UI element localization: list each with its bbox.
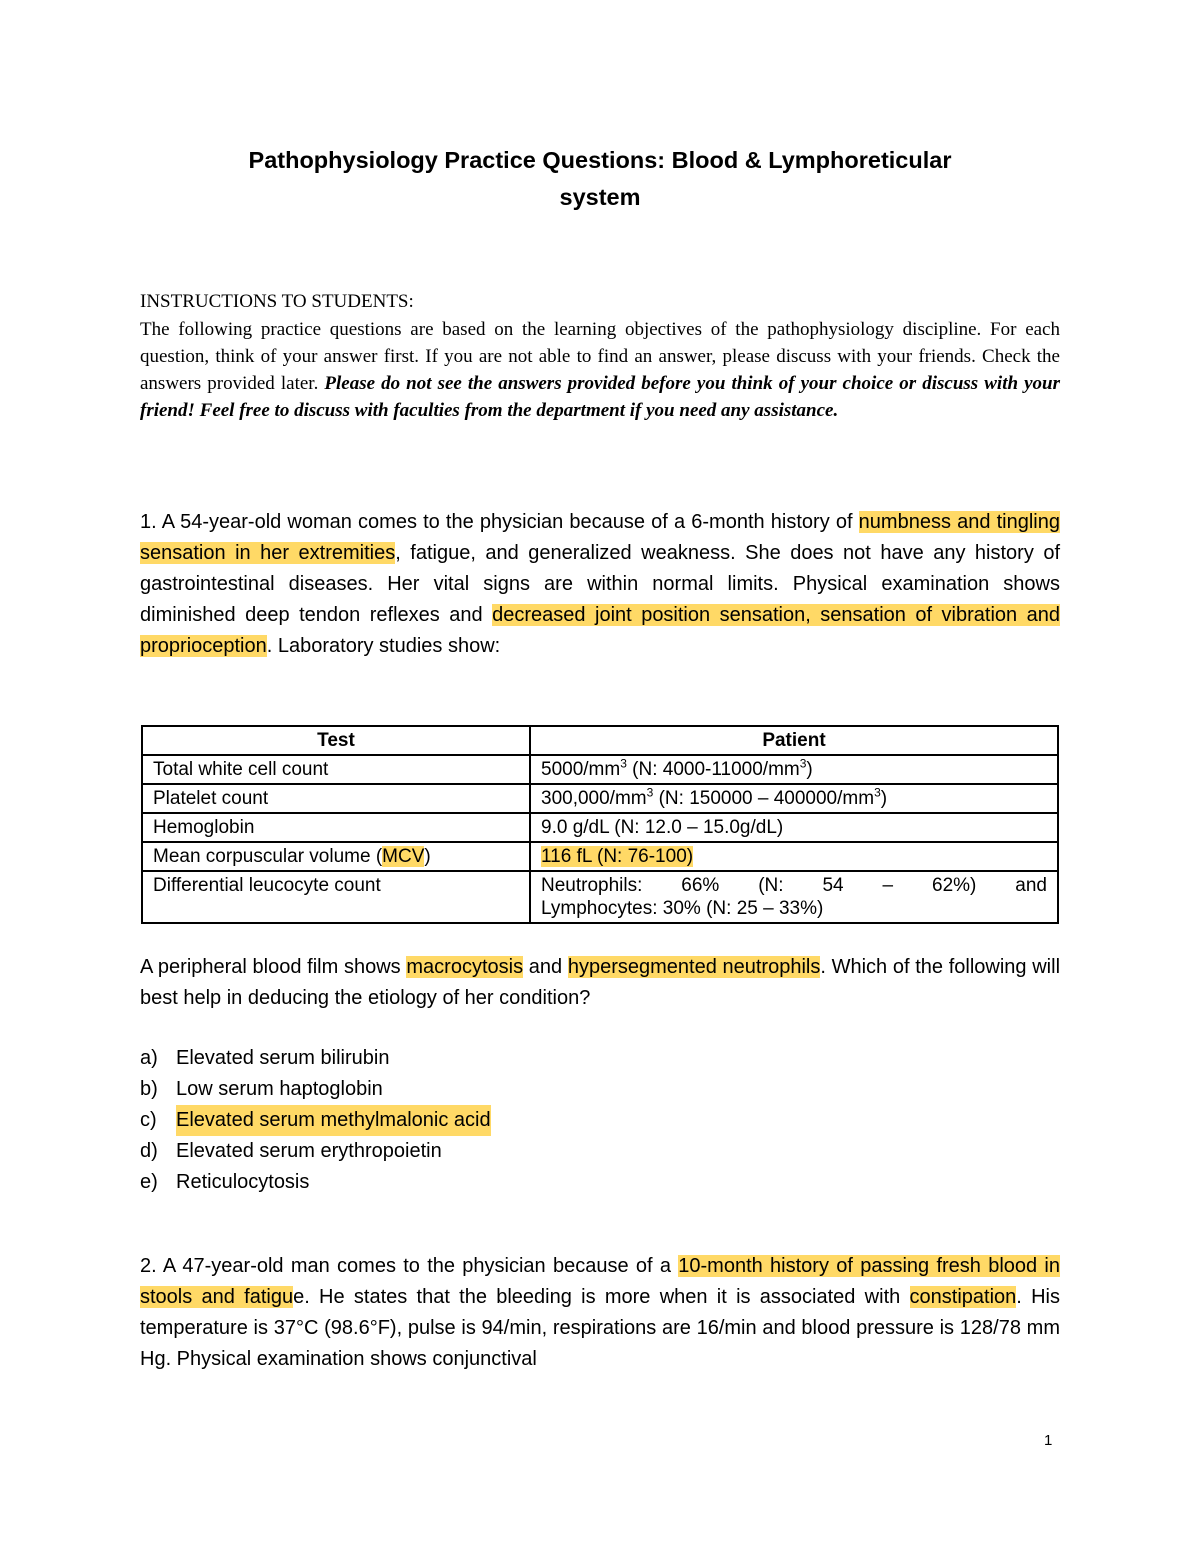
question-2-stem <box>140 1251 1060 1375</box>
value-part: (N: 4000-11000/mm <box>626 759 800 780</box>
table-row <box>142 755 1058 784</box>
table-cell-test: Platelet count <box>142 784 530 813</box>
option-letter: a) <box>140 1047 158 1069</box>
q1-text-part: 1. A 54-year-old woman comes to the physician because of a 6-month history of <box>140 511 859 533</box>
table-cell-test: Differential leucocyte count <box>142 871 530 923</box>
value-part: (N: 150000 – 400000/mm <box>653 788 875 809</box>
q1-prompt-part: . Which of the following will best help in deducing the etiology of her condition? <box>140 956 1061 1009</box>
table-cell-test <box>142 842 530 871</box>
table-header-row <box>142 726 1058 755</box>
option-letter: d) <box>140 1140 158 1162</box>
title-line-2: system <box>559 184 641 210</box>
question-1-prompt <box>140 952 1060 1014</box>
option-a <box>140 1043 491 1074</box>
option-text: Reticulocytosis <box>176 1171 310 1193</box>
table-header-patient: Patient <box>530 726 1058 755</box>
word: 54 <box>822 875 844 896</box>
q1-highlight-exam: decreased joint position sensation, sensation of vibration and proprioception <box>140 604 1061 657</box>
word: – <box>882 875 894 896</box>
q2-text-part: e. He states that the bleeding is more when it is associated with <box>293 1286 910 1308</box>
q2-highlight-constipation: constipation <box>909 1286 1017 1308</box>
q2-text-part: 2. A 47-year-old man comes to the physician because of a <box>140 1255 679 1277</box>
superscript: 3 <box>646 785 654 800</box>
differential-line-1 <box>541 874 1047 897</box>
option-b <box>140 1074 491 1105</box>
differential-line-2: Lymphocytes: 30% (N: 25 – 33%) <box>541 898 824 919</box>
q1-prompt-part: A peripheral blood film shows <box>140 956 407 978</box>
option-letter: e) <box>140 1171 158 1193</box>
value-part: 300,000/mm <box>541 788 647 809</box>
q1-text-part: . Laboratory studies show: <box>266 635 501 657</box>
instructions-emphasis: Please do not see the answers provided before you think of your choice or discuss with your friend! Feel free to discuss with faculties from the department if you need any assistance. <box>140 373 1060 421</box>
table-cell-test: Hemoglobin <box>142 813 530 842</box>
value-part: ) <box>806 759 813 780</box>
option-text: Elevated serum bilirubin <box>176 1047 390 1069</box>
q1-text-part: , fatigue, and generalized weakness. She does not have any history of gastrointestinal diseases. Her vital signs are within normal limits. Physical examination shows diminished deep tendon reflexes and <box>140 542 1061 626</box>
table-header-test: Test <box>142 726 530 755</box>
word: 62%) <box>932 875 977 896</box>
answer-options <box>140 1043 491 1198</box>
option-c <box>140 1105 491 1136</box>
value-part: 5000/mm <box>541 759 621 780</box>
table-cell-value <box>530 784 1058 813</box>
option-text: Elevated serum erythropoietin <box>176 1140 442 1162</box>
superscript: 3 <box>874 785 881 800</box>
mcv-highlight: MCV <box>382 846 425 867</box>
title-line-1: Pathophysiology Practice Questions: Blood & Lymphoreticular <box>248 147 952 173</box>
word: Neutrophils: <box>541 875 643 896</box>
value-part: ) <box>880 788 888 809</box>
option-text: Low serum haptoglobin <box>176 1078 383 1100</box>
table-row <box>142 871 1058 923</box>
option-d <box>140 1136 491 1167</box>
option-e <box>140 1167 491 1198</box>
table-row <box>142 813 1058 842</box>
option-letter: b) <box>140 1078 158 1100</box>
question-1-stem <box>140 507 1060 662</box>
table-cell-value: 9.0 g/dL (N: 12.0 – 15.0g/dL) <box>530 813 1058 842</box>
superscript: 3 <box>620 756 627 771</box>
q1-prompt-part: and <box>523 956 568 978</box>
table-row <box>142 842 1058 871</box>
page-number: 1 <box>1044 1432 1053 1449</box>
word: (N: <box>758 875 784 896</box>
table-row <box>142 784 1058 813</box>
instructions-body: The following practice questions are based on the learning objectives of the pathophysiology discipline. For each question, think of your answer first. If you are not able to find an answer, please discuss with your friends. Check the answers provided later. <box>140 319 1060 394</box>
mcv-value-highlight: 116 fL (N: 76-100) <box>541 846 694 867</box>
lab-results-table <box>141 725 1059 924</box>
q2-highlight-history: 10-month history of passing fresh blood in stools and fatigu <box>140 1255 1060 1308</box>
test-part: ) <box>424 846 431 867</box>
word: 66% <box>681 875 720 896</box>
table-cell-value <box>530 871 1058 923</box>
instructions-heading: INSTRUCTIONS TO STUDENTS: <box>140 291 414 312</box>
q2-text-part: . His temperature is 37°C (98.6°F), pulse is 94/min, respirations are 16/min and blood pressure is 128/78 mm Hg. Physical examination shows conjunctival <box>140 1286 1061 1370</box>
table-cell-test: Total white cell count <box>142 755 530 784</box>
table-cell-value <box>530 755 1058 784</box>
macrocytosis-highlight: macrocytosis <box>406 956 524 978</box>
document-title <box>140 142 1060 216</box>
instructions-text <box>140 316 1060 424</box>
option-text-highlighted: Elevated serum methylmalonic acid <box>176 1105 491 1136</box>
option-letter: c) <box>140 1109 157 1131</box>
neutrophils-highlight: hypersegmented neutrophils <box>567 956 821 978</box>
table-cell-value <box>530 842 1058 871</box>
word: and <box>1015 875 1047 896</box>
q1-highlight-symptoms: numbness and tingling sensation in her extremities <box>140 511 1060 564</box>
test-part: Mean corpuscular volume ( <box>153 846 383 867</box>
superscript: 3 <box>799 756 807 771</box>
